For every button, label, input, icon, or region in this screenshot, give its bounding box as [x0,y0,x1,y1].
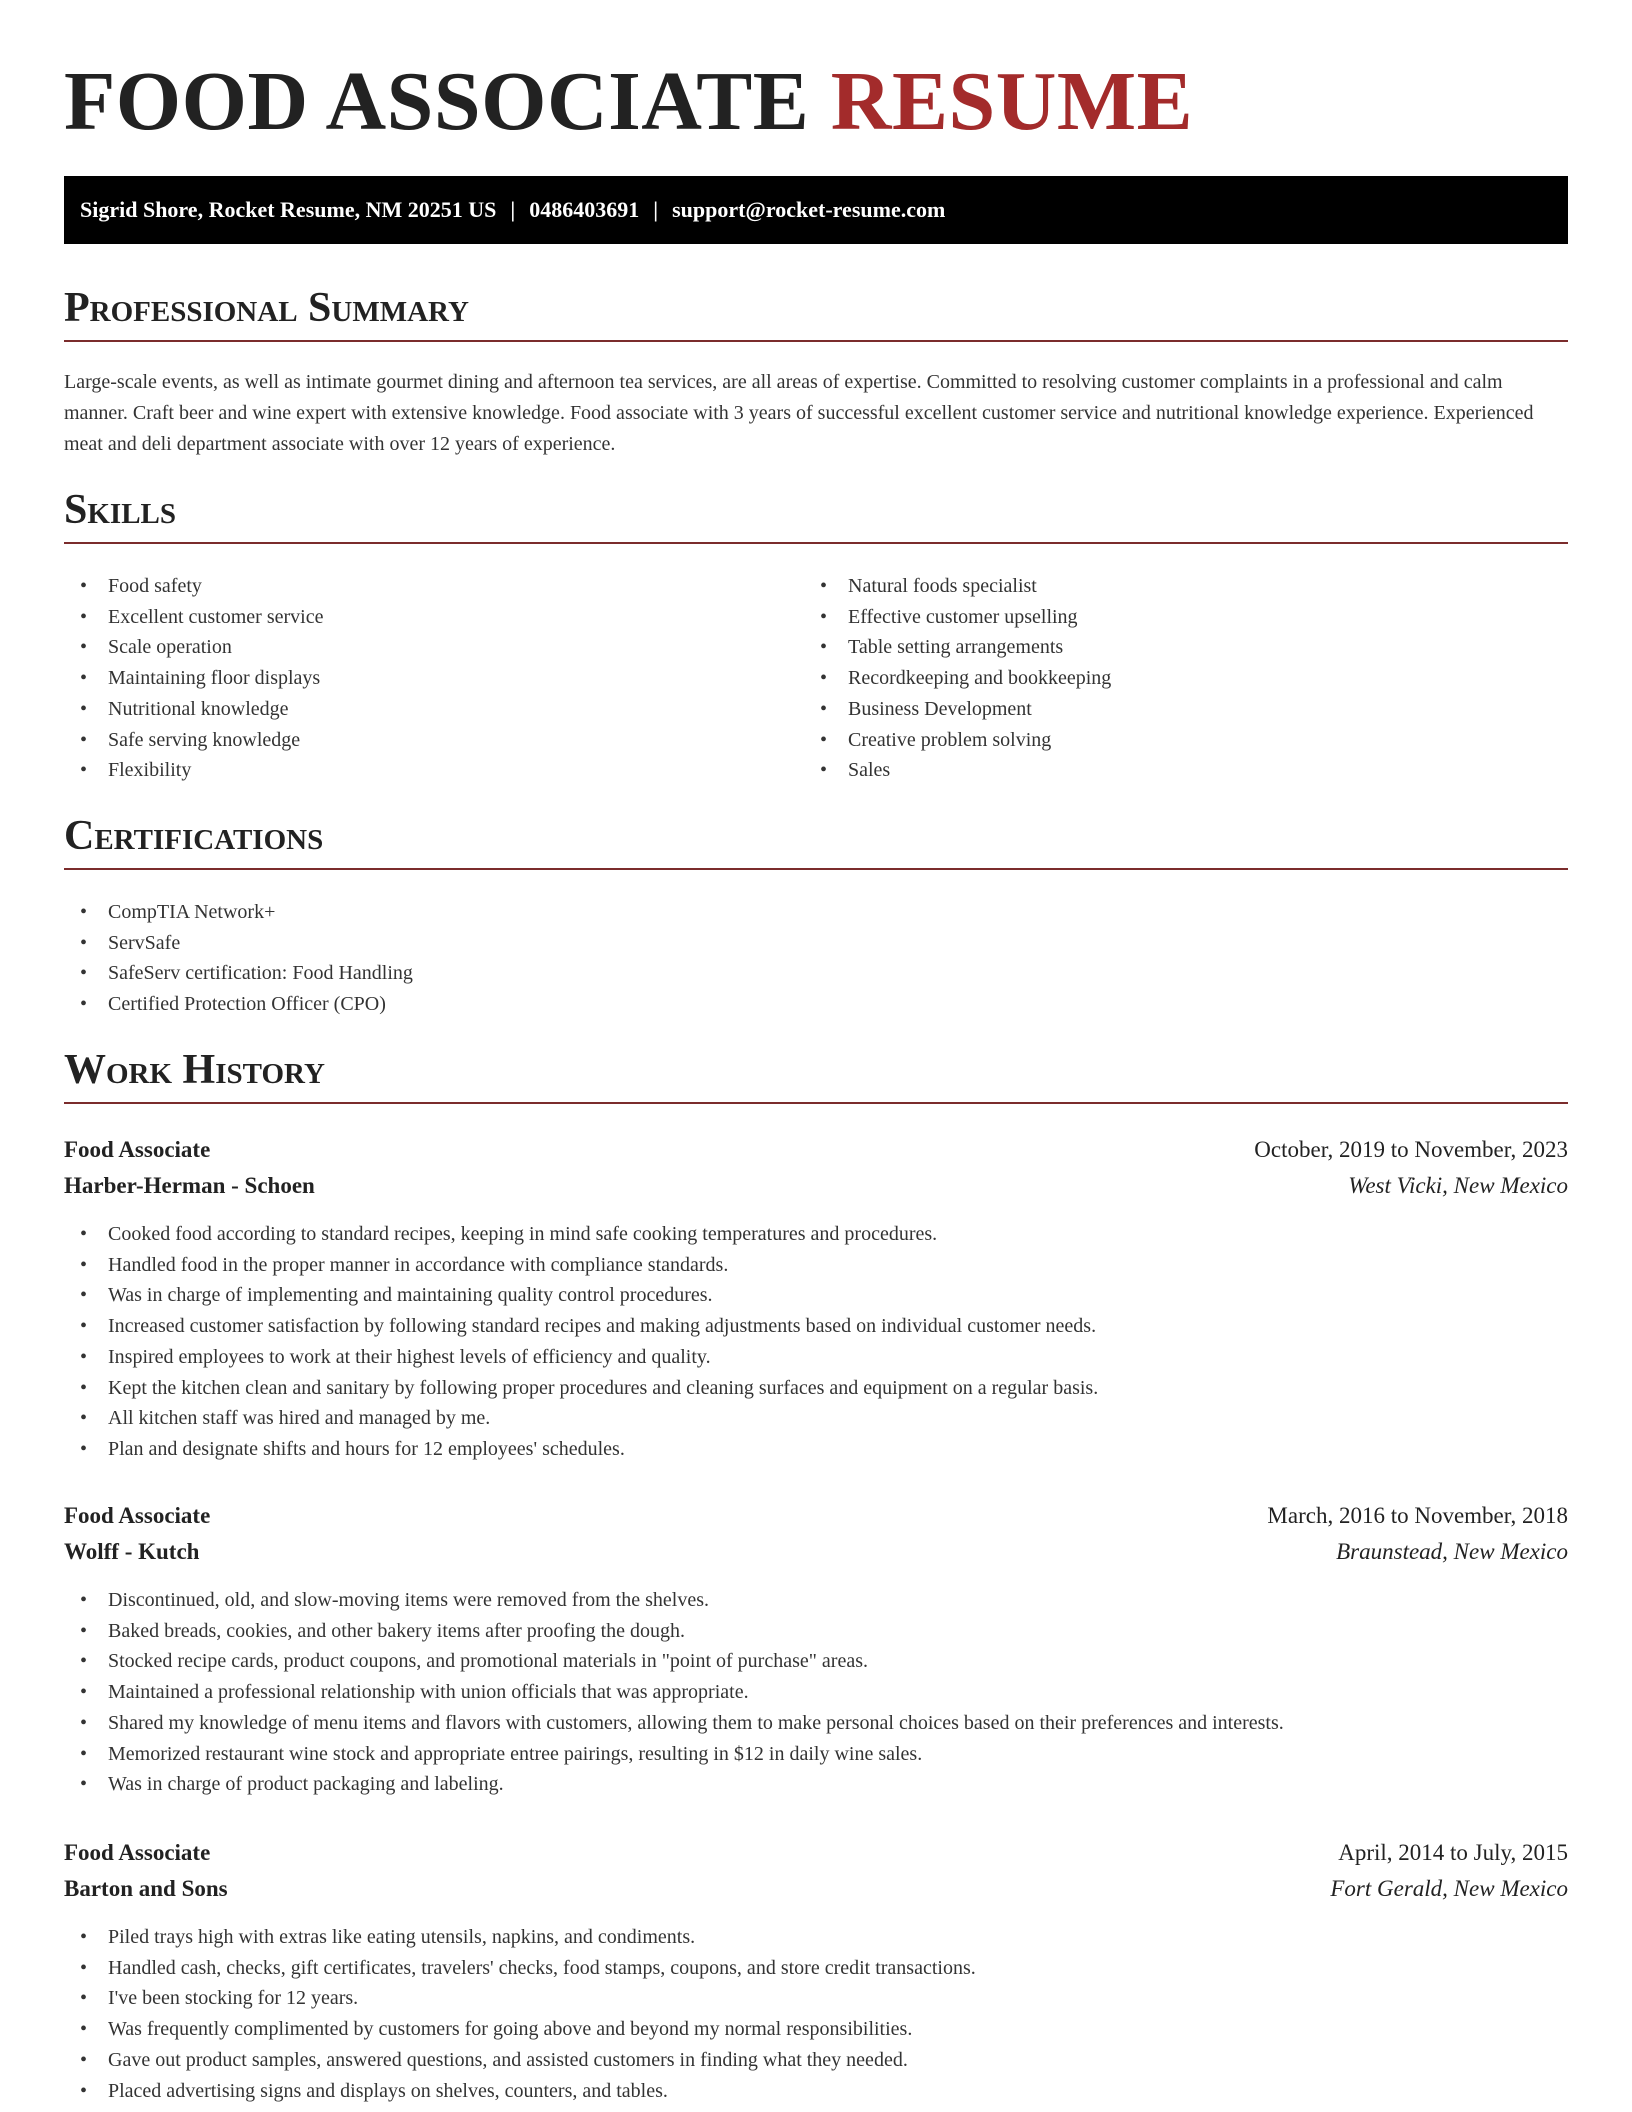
job-subheader [64,1168,1568,1204]
certification-item: • CompTIA Network+ [64,897,413,928]
skill-item: • Creative problem solving [804,725,1111,756]
job-duty: • Placed advertising signs and displays on shelves, counters, and tables. [64,2076,976,2107]
certification-item: • ServSafe [64,928,413,959]
job-duties-list [64,1585,1284,1800]
section-heading-summary: Professional Summary [64,282,1568,342]
skill-item: • Food safety [64,571,323,602]
skill-item: • Business Development [804,694,1111,725]
job-duty: • Plan and designate shifts and hours for 12 employees' schedules. [64,1434,1098,1465]
contact-separator: | [510,197,516,222]
job-duty: • Memorized restaurant wine stock and appropriate entree pairings, resulting in $12 in daily wine sales. [64,1739,1284,1770]
job-duty: • Gave out product samples, answered questions, and assisted customers in finding what they needed. [64,2045,976,2076]
skill-item: • Natural foods specialist [804,571,1111,602]
job-header [64,1835,1568,1871]
job-duty: • Maintained a professional relationship with union officials that was appropriate. [64,1677,1284,1708]
job-header [64,1132,1568,1168]
section-heading-certifications: Certifications [64,810,1568,870]
contact-address: Sigrid Shore, Rocket Resume, NM 20251 US [80,197,497,222]
job-subheader [64,1534,1568,1570]
skill-item: • Sales [804,755,1111,786]
job-title: Food Associate [64,1503,211,1528]
resume-title [64,52,1193,152]
job-subheader [64,1871,1568,1907]
job-duty: • Inspired employees to work at their highest levels of efficiency and quality. [64,1342,1098,1373]
certifications-list [64,897,413,1020]
title-accent: RESUME [830,55,1194,148]
job-duty: • Was in charge of product packaging and labeling. [64,1769,1284,1800]
skills-list-left [64,571,323,786]
skill-item: • Nutritional knowledge [64,694,323,725]
title-main: FOOD ASSOCIATE [64,55,810,148]
contact-separator: | [653,197,659,222]
job-company: Barton and Sons [64,1876,228,1901]
job-header [64,1498,1568,1534]
skills-list-right [804,571,1111,786]
job-duty: • All kitchen staff was hired and managed by me. [64,1403,1098,1434]
job-title: Food Associate [64,1137,211,1162]
skill-item: • Flexibility [64,755,323,786]
job-dates: March, 2016 to November, 2018 [1267,1503,1568,1528]
job-duties-list [64,1219,1098,1465]
job-duty: • Discontinued, old, and slow-moving items were removed from the shelves. [64,1585,1284,1616]
job-duty: • Baked breads, cookies, and other bakery items after proofing the dough. [64,1616,1284,1647]
job-duty: • Was in charge of implementing and maintaining quality control procedures. [64,1280,1098,1311]
skill-item: • Scale operation [64,632,323,663]
section-heading-skills: Skills [64,484,1568,544]
section-heading-work-history: Work History [64,1044,1568,1104]
job-duty: • Was frequently complimented by customers for going above and beyond my normal responsibilities. [64,2014,976,2045]
job-location: Fort Gerald, New Mexico [1330,1876,1568,1901]
job-duty: • Shared my knowledge of menu items and flavors with customers, allowing them to make personal choices based on their preferences and interests. [64,1708,1284,1739]
skill-item: • Recordkeeping and bookkeeping [804,663,1111,694]
job-duty: • Kept the kitchen clean and sanitary by following proper procedures and cleaning surfaces and equipment on a regular basis. [64,1373,1098,1404]
skill-item: • Safe serving knowledge [64,725,323,756]
summary-text: Large-scale events, as well as intimate gourmet dining and afternoon tea services, are all areas of expertise. Committed to resolving customer complaints in a professional and calm manner. Craft beer and wine expert with extensive knowledge. Food associate with 3 years of successful excellent customer service and nutritional knowledge experience. Experienced meat and deli department associate with over 12 years of experience. [64,371,1534,455]
job-duty: • Increased customer satisfaction by following standard recipes and making adjustments based on individual customer needs. [64,1311,1098,1342]
contact-phone: 0486403691 [529,197,640,222]
job-duty: • Handled food in the proper manner in accordance with compliance standards. [64,1250,1098,1281]
skill-item: • Excellent customer service [64,602,323,633]
job-dates: October, 2019 to November, 2023 [1254,1137,1568,1162]
job-duties-list [64,1922,976,2106]
job-company: Harber-Herman - Schoen [64,1173,315,1198]
job-location: Braunstead, New Mexico [1336,1539,1568,1564]
job-dates: April, 2014 to July, 2015 [1338,1840,1568,1865]
skill-item: • Table setting arrangements [804,632,1111,663]
job-duty: • Stocked recipe cards, product coupons, and promotional materials in "point of purchase" areas. [64,1646,1284,1677]
job-duty: • I've been stocking for 12 years. [64,1983,976,2014]
job-duty: • Cooked food according to standard recipes, keeping in mind safe cooking temperatures and procedures. [64,1219,1098,1250]
job-duty: • Handled cash, checks, gift certificates, travelers' checks, food stamps, coupons, and store credit transactions. [64,1953,976,1984]
job-duty: • Piled trays high with extras like eating utensils, napkins, and condiments. [64,1922,976,1953]
contact-bar [64,176,1568,244]
skill-item: • Effective customer upselling [804,602,1111,633]
certification-item: • Certified Protection Officer (CPO) [64,989,413,1020]
certification-item: • SafeServ certification: Food Handling [64,958,413,989]
contact-email: support@rocket-resume.com [672,197,946,222]
job-location: West Vicki, New Mexico [1348,1173,1568,1198]
job-title: Food Associate [64,1840,211,1865]
job-company: Wolff - Kutch [64,1539,200,1564]
skill-item: • Maintaining floor displays [64,663,323,694]
